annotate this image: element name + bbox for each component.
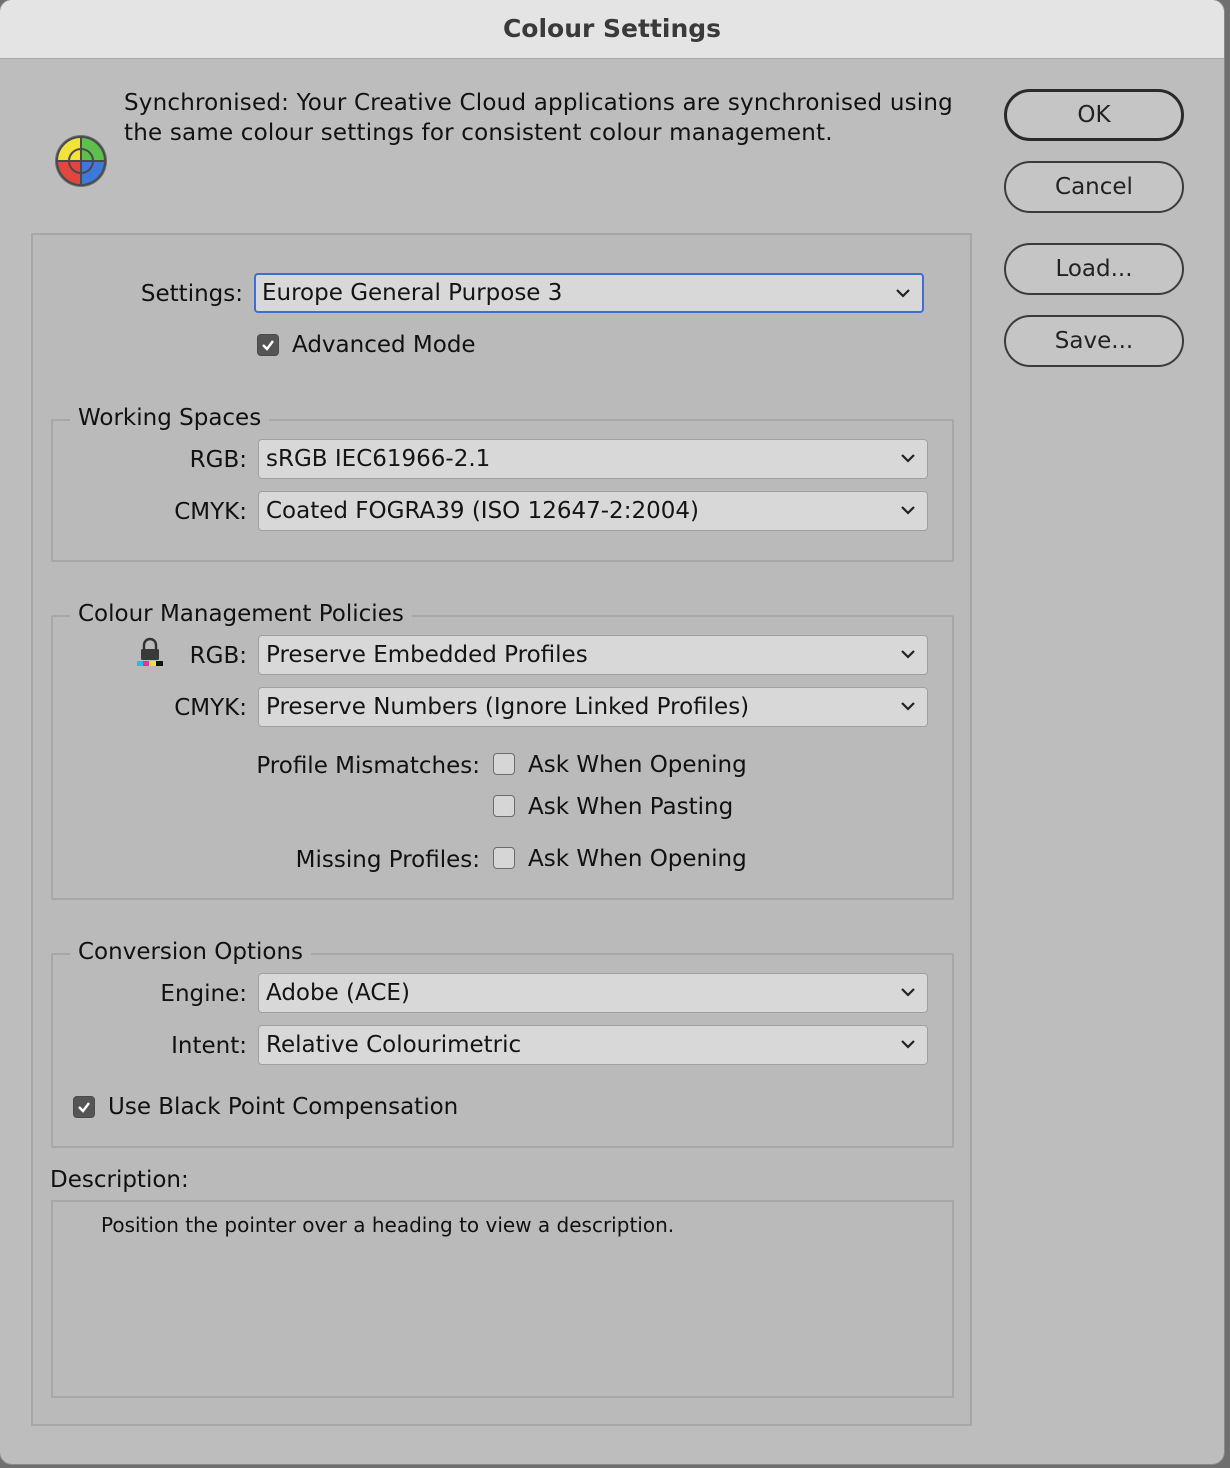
intent-select[interactable] bbox=[258, 1025, 928, 1065]
policy-rgb-label: RGB: bbox=[189, 643, 247, 669]
advanced-mode-label: Advanced Mode bbox=[292, 332, 476, 358]
description-title: Description: bbox=[50, 1167, 189, 1193]
ok-button[interactable]: OK bbox=[1004, 89, 1184, 141]
policy-cmyk-select[interactable] bbox=[258, 687, 928, 727]
conversion-title: Conversion Options bbox=[70, 937, 311, 967]
policy-rgb-value: Preserve Embedded Profiles bbox=[266, 642, 588, 668]
working-rgb-value: sRGB IEC61966-2.1 bbox=[266, 446, 491, 472]
chevron-down-icon bbox=[899, 1037, 917, 1051]
settings-select-value: Europe General Purpose 3 bbox=[262, 280, 563, 306]
window-title: Colour Settings bbox=[0, 0, 1224, 59]
intent-value: Relative Colourimetric bbox=[266, 1032, 522, 1058]
missing-profiles-label: Missing Profiles: bbox=[295, 847, 480, 873]
chevron-down-icon bbox=[899, 647, 917, 661]
checkmark-icon bbox=[260, 337, 276, 353]
chevron-down-icon bbox=[899, 699, 917, 713]
policy-cmyk-label: CMYK: bbox=[174, 695, 247, 721]
black-point-checkbox[interactable] bbox=[73, 1096, 95, 1118]
intent-label: Intent: bbox=[171, 1033, 247, 1059]
lock-icon bbox=[136, 636, 164, 668]
settings-label: Settings: bbox=[140, 281, 243, 307]
description-box bbox=[51, 1200, 954, 1398]
missing-ask-opening-checkbox[interactable] bbox=[493, 847, 515, 869]
save-button[interactable]: Save... bbox=[1004, 315, 1184, 367]
working-cmyk-value: Coated FOGRA39 (ISO 12647-2:2004) bbox=[266, 498, 699, 524]
policy-rgb-select[interactable] bbox=[258, 635, 928, 675]
chevron-down-icon bbox=[899, 451, 917, 465]
settings-select[interactable] bbox=[254, 273, 924, 313]
advanced-mode-checkbox[interactable] bbox=[257, 334, 279, 356]
working-cmyk-label: CMYK: bbox=[174, 499, 247, 525]
sync-message: Synchronised: Your Creative Cloud applications are synchronised using the same colour settings for consistent colour management. bbox=[124, 90, 953, 146]
mismatch-ask-opening-label: Ask When Opening bbox=[528, 752, 747, 778]
working-cmyk-select[interactable] bbox=[258, 491, 928, 531]
engine-label: Engine: bbox=[160, 981, 247, 1007]
mismatch-ask-pasting-checkbox[interactable] bbox=[493, 795, 515, 817]
working-rgb-label: RGB: bbox=[189, 447, 247, 473]
chevron-down-icon bbox=[899, 985, 917, 999]
working-rgb-select[interactable] bbox=[258, 439, 928, 479]
engine-select[interactable] bbox=[258, 973, 928, 1013]
mismatch-ask-opening-checkbox[interactable] bbox=[493, 753, 515, 775]
colour-wheel-icon bbox=[53, 133, 109, 189]
profile-mismatches-label: Profile Mismatches: bbox=[256, 753, 480, 779]
description-text: Position the pointer over a heading to view a description. bbox=[101, 1213, 675, 1237]
chevron-down-icon bbox=[894, 286, 912, 300]
checkmark-icon bbox=[76, 1099, 92, 1115]
policy-cmyk-value: Preserve Numbers (Ignore Linked Profiles) bbox=[266, 694, 750, 720]
load-button[interactable]: Load... bbox=[1004, 243, 1184, 295]
chevron-down-icon bbox=[899, 503, 917, 517]
black-point-label: Use Black Point Compensation bbox=[108, 1094, 459, 1120]
engine-value: Adobe (ACE) bbox=[266, 980, 410, 1006]
working-spaces-title: Working Spaces bbox=[70, 403, 269, 433]
missing-ask-opening-label: Ask When Opening bbox=[528, 846, 747, 872]
policies-title: Colour Management Policies bbox=[70, 599, 412, 629]
mismatch-ask-pasting-label: Ask When Pasting bbox=[528, 794, 734, 820]
cancel-button[interactable]: Cancel bbox=[1004, 161, 1184, 213]
